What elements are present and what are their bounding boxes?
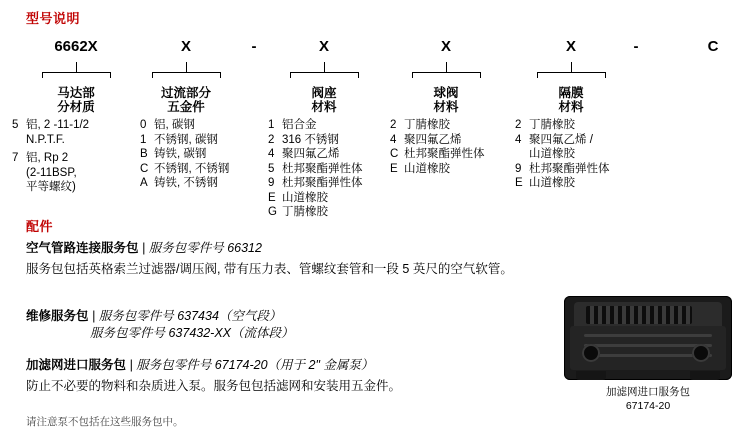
bracket-left-2 xyxy=(290,72,291,78)
accessory-item-service-kit xyxy=(26,306,586,343)
option-key: 2 xyxy=(268,133,275,146)
option-value: 聚四氟乙烯 xyxy=(404,133,462,146)
option-list-seat xyxy=(268,118,398,220)
pump-port-left xyxy=(582,344,600,362)
list-item xyxy=(268,118,398,133)
bracket-tick-4 xyxy=(571,62,572,72)
bracket-left-4 xyxy=(537,72,538,78)
list-item xyxy=(140,147,280,162)
list-item xyxy=(140,162,280,177)
bracket-left-base xyxy=(42,72,43,78)
option-key: 9 xyxy=(268,177,275,189)
list-item xyxy=(515,162,655,177)
option-line: (2-11BSP, xyxy=(26,166,77,179)
model-code-field-4: X xyxy=(565,38,576,55)
option-key: 7 xyxy=(12,152,19,164)
option-key: 4 xyxy=(515,133,522,146)
column-header-wetted xyxy=(146,86,226,114)
accessory-part-number: 服务包零件号 66312 xyxy=(148,241,262,255)
accessory-separator: | xyxy=(88,309,99,323)
column-header-seat-line1: 阀座 xyxy=(311,86,337,100)
bracket-line-2 xyxy=(290,72,358,73)
bracket-right-2 xyxy=(358,72,359,78)
list-item xyxy=(390,118,520,133)
accessory-part-number: 服务包零件号 67174-20（用于 2" 金属泵） xyxy=(136,358,374,372)
option-key: G xyxy=(268,206,277,218)
column-header-seat-line2: 材料 xyxy=(311,100,337,114)
option-key: 1 xyxy=(140,133,147,146)
column-header-diaphragm xyxy=(531,86,611,114)
option-value: 山道橡胶 xyxy=(282,191,328,204)
option-line: 山道橡胶 xyxy=(529,148,575,160)
option-key: 2 xyxy=(390,119,397,131)
option-value: 丁腈橡胶 xyxy=(282,206,328,218)
model-code-row xyxy=(26,38,726,60)
option-key: C xyxy=(140,162,149,175)
option-value: 铝, 碳钢 xyxy=(154,119,195,131)
option-value: 山道橡胶 xyxy=(529,177,575,189)
pump-louvers xyxy=(586,306,692,324)
bracket-right-base xyxy=(110,72,111,78)
list-item xyxy=(268,191,398,206)
product-caption-line1: 加滤网进口服务包 xyxy=(606,386,690,398)
option-key: 0 xyxy=(140,119,147,131)
option-key: 5 xyxy=(268,162,275,175)
option-key: 2 xyxy=(515,119,522,131)
pump-port-right xyxy=(692,344,710,362)
accessory-name: 加滤网进口服务包 xyxy=(26,358,127,372)
bracket-line-4 xyxy=(537,72,605,73)
option-key: 4 xyxy=(268,148,275,160)
option-key: 1 xyxy=(268,119,275,131)
bracket-line-1 xyxy=(152,72,220,73)
option-line: N.P.T.F. xyxy=(26,133,65,146)
accessory-separator: | xyxy=(126,358,137,372)
option-line: 铝, Rp 2 xyxy=(26,152,69,164)
column-header-wetted-line2: 五金件 xyxy=(167,100,205,114)
diaphragm-pump-photo xyxy=(564,296,732,380)
list-item xyxy=(390,133,520,148)
model-code-separator-1: - xyxy=(251,38,257,55)
list-item xyxy=(515,118,655,133)
accessory-description: 防止不必要的物料和杂质进入泵。服务包包括滤网和安装用五金件。 xyxy=(26,379,402,393)
column-header-diaphragm-line1: 隔膜 xyxy=(558,86,584,100)
list-item xyxy=(390,147,520,162)
bracket-right-4 xyxy=(605,72,606,78)
bracket-tick-3 xyxy=(446,62,447,72)
option-list-ball xyxy=(390,118,520,176)
option-line: 聚四氟乙烯 / xyxy=(529,133,593,146)
option-value: 杜邦聚酯弹性体 xyxy=(529,162,610,175)
option-value: 铸铁, 碳钢 xyxy=(154,148,207,160)
pump-foot-left xyxy=(576,371,606,380)
model-section-title: 型号说明 xyxy=(26,11,81,26)
model-code-field-3: X xyxy=(440,38,451,55)
option-key: 9 xyxy=(515,162,522,175)
option-key: 4 xyxy=(390,133,397,146)
option-value: 聚四氟乙烯 xyxy=(282,148,340,160)
list-item xyxy=(390,162,520,177)
column-header-motor xyxy=(36,86,116,114)
option-value: 316 不锈钢 xyxy=(282,133,339,146)
bracket-tick-1 xyxy=(186,62,187,72)
option-value: 丁腈橡胶 xyxy=(404,119,450,131)
accessory-description: 服务包包括英格索兰过滤器/调压阀, 带有压力表、管螺纹套管和一段 5 英尺的空气软管。 xyxy=(26,262,513,276)
option-value: 杜邦聚酯弹性体 xyxy=(404,148,485,160)
model-code-field-2: X xyxy=(318,38,329,55)
list-item xyxy=(268,133,398,148)
column-header-ball-line1: 球阀 xyxy=(433,86,459,100)
option-list-diaphragm xyxy=(515,118,655,191)
option-value: 山道橡胶 xyxy=(404,162,450,175)
option-list-wetted xyxy=(140,118,280,191)
pump-foot-right xyxy=(690,371,720,380)
option-list-motor xyxy=(12,118,132,195)
accessory-separator: | xyxy=(138,241,149,255)
model-code-base: 6662X xyxy=(54,38,98,55)
bracket-left-3 xyxy=(412,72,413,78)
model-code-field-1: X xyxy=(180,38,191,55)
list-item xyxy=(268,162,398,177)
option-key: E xyxy=(515,177,523,189)
list-item xyxy=(12,151,132,195)
option-value xyxy=(26,118,132,147)
list-item xyxy=(268,176,398,191)
bracket-line-3 xyxy=(412,72,480,73)
option-value xyxy=(26,151,132,195)
list-item xyxy=(12,118,132,147)
option-value: 不锈钢, 不锈钢 xyxy=(154,162,230,175)
option-value: 铝合金 xyxy=(282,119,317,131)
option-key: A xyxy=(140,177,148,189)
option-value: 铸铁, 不锈钢 xyxy=(154,177,218,189)
column-header-ball-line2: 材料 xyxy=(433,100,459,114)
option-key: B xyxy=(140,148,148,160)
product-caption-line2: 67174-20 xyxy=(625,400,671,412)
bracket-line-base xyxy=(42,72,110,73)
model-code-last: C xyxy=(707,38,719,55)
bracket-left-1 xyxy=(152,72,153,78)
option-value: 丁腈橡胶 xyxy=(529,119,575,131)
accessory-item-strainer-inlet xyxy=(26,355,571,396)
column-header-wetted-line1: 过流部分 xyxy=(160,86,211,100)
accessory-part-number: 服务包零件号 637434（空气段） xyxy=(98,309,282,323)
model-code-separator-2: - xyxy=(633,38,639,55)
product-image-block xyxy=(560,296,736,413)
accessory-part-number-secondary-wrap xyxy=(26,324,586,343)
list-item xyxy=(140,133,280,148)
column-header-seat xyxy=(284,86,364,114)
list-item xyxy=(140,176,280,191)
pump-ridge xyxy=(584,344,712,347)
option-value: 不锈钢, 碳钢 xyxy=(154,133,218,146)
bracket-tick-2 xyxy=(324,62,325,72)
accessory-name: 空气管路连接服务包 xyxy=(26,241,139,255)
accessories-note: 请注意泵不包括在这些服务包中。 xyxy=(26,416,184,428)
option-key: 5 xyxy=(12,119,19,131)
column-header-motor-line2: 分材质 xyxy=(57,100,95,114)
list-item xyxy=(515,176,655,191)
option-key: C xyxy=(390,148,399,160)
option-key: E xyxy=(390,162,398,175)
list-item xyxy=(268,205,398,220)
bracket-right-3 xyxy=(480,72,481,78)
bracket-tick-base xyxy=(76,62,77,72)
option-line: 铝, 2 -11-1/2 xyxy=(26,119,90,131)
bracket-right-1 xyxy=(220,72,221,78)
column-header-motor-line1: 马达部 xyxy=(57,86,95,100)
product-image-caption xyxy=(560,385,736,413)
list-item xyxy=(140,118,280,133)
option-value: 杜邦聚酯弹性体 xyxy=(282,162,363,175)
column-header-diaphragm-line2: 材料 xyxy=(558,100,584,114)
pump-ridge xyxy=(584,334,712,337)
column-header-ball xyxy=(406,86,486,114)
option-value xyxy=(529,133,655,162)
list-item xyxy=(515,133,655,162)
accessory-part-number-secondary: 服务包零件号 637432-XX（流体段） xyxy=(90,326,294,340)
option-key: E xyxy=(268,191,276,204)
option-line: 平等螺纹) xyxy=(26,181,76,193)
list-item xyxy=(268,147,398,162)
accessory-item-air-line xyxy=(26,238,586,279)
accessories-section-title: 配件 xyxy=(26,219,54,234)
option-value: 杜邦聚酯弹性体 xyxy=(282,177,363,189)
accessory-name: 维修服务包 xyxy=(26,309,89,323)
